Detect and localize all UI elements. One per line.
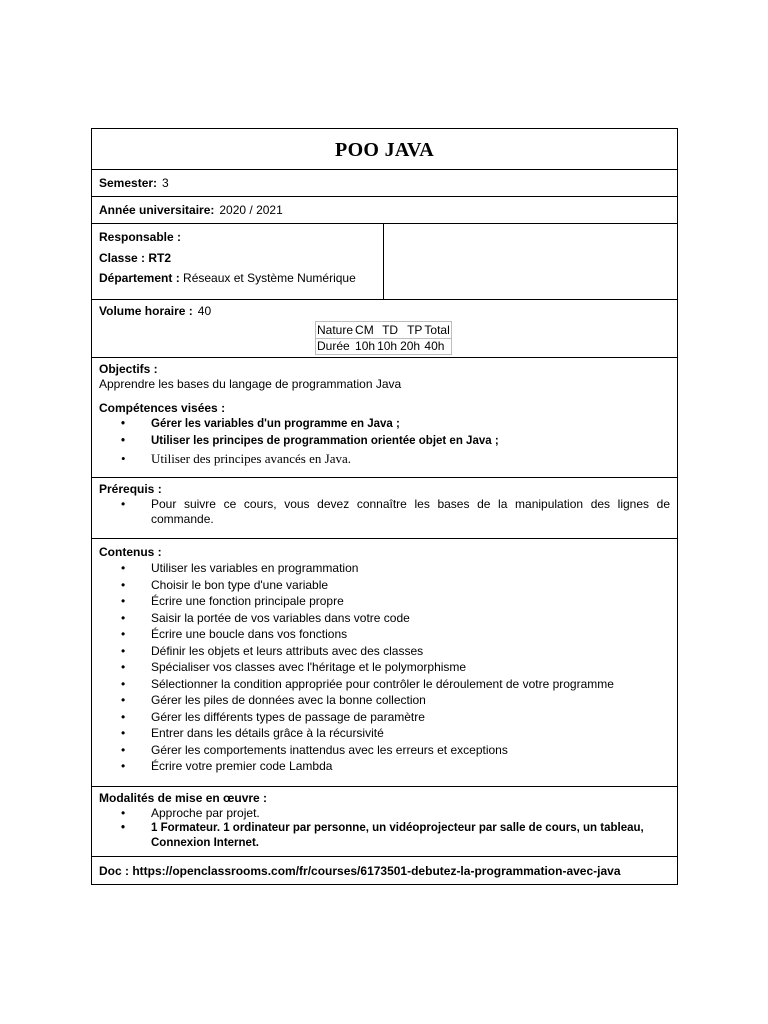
list-item: • Gérer les différents types de passage de paramètre <box>121 709 425 724</box>
bullet-icon: • <box>121 660 126 674</box>
responsable-label: Responsable : <box>99 230 182 244</box>
bullet-icon: • <box>121 709 126 724</box>
bullet-icon: • <box>121 451 126 466</box>
departement-label: Département : <box>99 271 180 285</box>
course-sheet <box>91 128 678 885</box>
competences-label: Compétences visées : <box>99 401 226 415</box>
hours-value-cell: 10h <box>355 339 376 353</box>
prerequis-section <box>92 477 677 538</box>
hours-value-cell: 10h <box>377 339 398 353</box>
bullet-icon: • <box>121 759 126 773</box>
contenus-label: Contenus : <box>99 545 162 559</box>
list-item: • Utiliser des principes avancés en Java. <box>121 451 351 466</box>
bullet-icon: • <box>121 806 126 820</box>
bullet-icon: • <box>121 627 126 641</box>
info-right-cell <box>384 224 677 299</box>
volume-value: 40 <box>197 304 212 318</box>
list-item: • Gérer les piles de données avec la bonne collection <box>121 693 426 707</box>
hours-value-cell: 20h <box>400 339 421 353</box>
semester-label: Semester: <box>99 176 158 190</box>
prerequis-list <box>99 497 670 527</box>
departement-line <box>99 268 376 289</box>
bullet-icon: • <box>121 822 126 834</box>
objectifs-text: Apprendre les bases du langage de programmation Java <box>99 377 402 391</box>
bullet-icon: • <box>121 742 126 757</box>
semester-row <box>92 169 677 196</box>
list-item: • Écrire votre premier code Lambda <box>121 759 333 773</box>
bullet-icon: • <box>121 726 126 740</box>
modalites-section <box>92 786 677 856</box>
bullet-icon: • <box>121 643 126 658</box>
list-item: • Gérer les comportements inattendus avec les erreurs et exceptions <box>121 742 508 757</box>
hours-header-cell: TP <box>399 322 423 339</box>
list-item: • Écrire une fonction principale propre <box>121 594 344 608</box>
objectifs-section <box>92 357 677 477</box>
list-item: • Choisir le bon type d'une variable <box>121 577 329 592</box>
bullet-icon: • <box>121 418 126 430</box>
bullet-icon: • <box>121 435 126 447</box>
hours-header-row <box>316 322 452 339</box>
hours-header-cell: Nature <box>317 323 354 337</box>
hours-header-cell: TD <box>376 322 399 339</box>
annee-label: Année universitaire: <box>99 203 215 217</box>
modalites-label: Modalités de mise en œuvre : <box>99 791 268 805</box>
classe-label: Classe : RT2 <box>99 250 172 265</box>
volume-section <box>92 299 677 357</box>
list-item: • Gérer les variables d'un programme en Java ; <box>99 416 670 433</box>
prerequis-label: Prérequis : <box>99 482 162 496</box>
list-item: • 1 Formateur. 1 ordinateur par personne, un vidéoprojecteur par salle de cours, un tableau, Connexion Internet. <box>121 822 644 849</box>
contenus-section <box>92 538 677 786</box>
hours-value-cell: Durée <box>317 339 350 353</box>
document-title: POO JAVA <box>335 139 434 161</box>
bullet-icon: • <box>121 676 126 691</box>
bullet-icon: • <box>121 693 126 707</box>
hours-header-cell: Total <box>424 323 450 337</box>
hours-table <box>315 321 452 355</box>
doc-link[interactable]: Doc : https://openclassrooms.com/fr/courses/6173501-debutez-la-programmation-avec-java <box>92 856 677 884</box>
list-item: • Saisir la portée de vos variables dans votre code <box>121 610 410 625</box>
hours-value-cell: 40h <box>424 339 445 353</box>
competences-list <box>99 416 670 468</box>
list-item: • Utiliser les variables en programmation <box>121 561 359 575</box>
info-left-cell <box>92 224 384 299</box>
list-item: • Spécialiser vos classes avec l'héritage et le polymorphisme <box>121 660 467 674</box>
semester-value: 3 <box>162 176 169 190</box>
list-item: • Pour suivre ce cours, vous devez connaître les bases de la manipulation des lignes de commande. <box>121 497 670 526</box>
list-item: • Approche par projet. <box>121 806 260 820</box>
volume-label: Volume horaire : <box>99 304 193 318</box>
objectifs-label: Objectifs : <box>99 362 158 376</box>
bullet-icon: • <box>121 610 126 625</box>
list-item: • Définir les objets et leurs attributs avec des classes <box>121 643 424 658</box>
annee-value: 2020 / 2021 <box>219 203 283 217</box>
hours-value-row <box>316 339 452 355</box>
info-row <box>92 223 677 299</box>
list-item: • Utiliser les principes de programmation orientée objet en Java ; <box>99 433 670 450</box>
contenus-list <box>99 560 670 775</box>
list-item: • Écrire une boucle dans vos fonctions <box>121 627 348 641</box>
bullet-icon: • <box>121 497 126 511</box>
list-item: • Sélectionner la condition appropriée pour contrôler le déroulement de votre programme <box>121 676 614 691</box>
bullet-icon: • <box>121 577 126 592</box>
bullet-icon: • <box>121 561 126 575</box>
list-item: • Entrer dans les détails grâce à la récursivité <box>121 726 384 740</box>
modalites-list <box>99 806 670 851</box>
departement-value: Réseaux et Système Numérique <box>183 271 356 285</box>
annee-row <box>92 196 677 223</box>
bullet-icon: • <box>121 594 126 608</box>
hours-header-cell: CM <box>354 322 376 339</box>
